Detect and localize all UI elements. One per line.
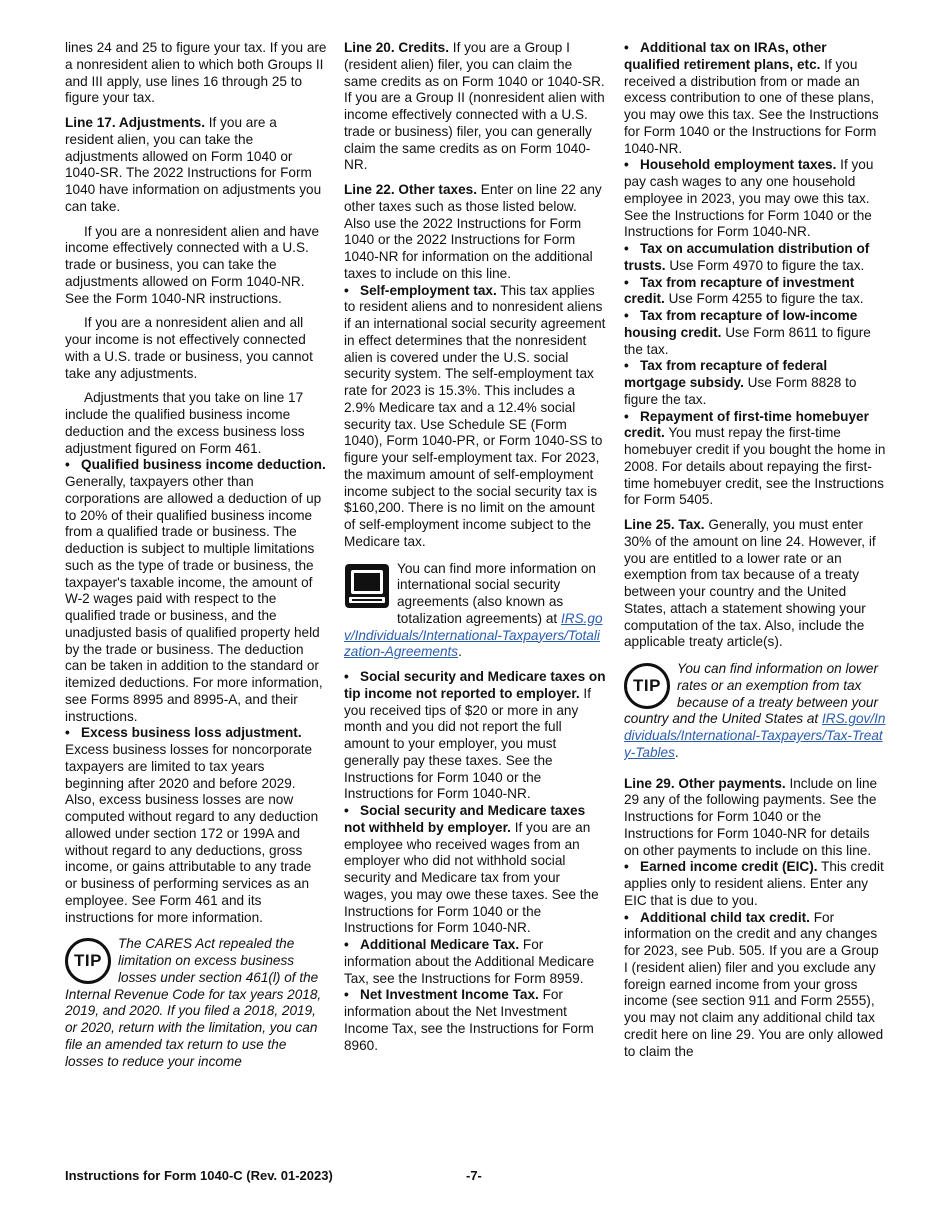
heading-line-17: Line 17. Adjustments.: [65, 115, 205, 130]
paragraph-line-22: [344, 182, 606, 283]
paragraph-line-17: [65, 115, 327, 216]
bullet-item: • Additional Medicare Tax. For information about the Additional Medicare Tax, see the Instructions for Form 8959.: [344, 937, 595, 986]
bullet-heading: Social security and Medicare taxes on tip income not reported to employer.: [344, 669, 606, 701]
bullet-heading: Additional child tax credit.: [640, 909, 810, 925]
text: If you are a Group I (resident alien) filer, you can claim the same credits as on Form 1040 or 1040-SR. If you are a Group II (nonresident alien with income effectively connected with a U.S. trade or business) filer, you can generally claim the same credits as on Form 1040-NR.: [344, 40, 605, 173]
page-number: -7-: [466, 1168, 482, 1183]
tip-text: You can find information on lower rates or an exemption from tax because of a treaty between your country and the United States at: [624, 661, 879, 727]
heading-line-22: Line 22. Other taxes.: [344, 182, 477, 197]
heading-line-25: Line 25. Tax.: [624, 517, 705, 532]
paragraph: If you are a nonresident alien and all your income is not effectively connected with a U.S. trade or business, you cannot take any adjustments.: [65, 315, 313, 381]
info-text: You can find more information on international social security agreements (also known as totalization agreements) at: [397, 560, 596, 626]
bullet-item: • Tax from recapture of low-income housing credit. Use Form 8611 to figure the tax.: [624, 308, 871, 357]
paragraph-line-29: [624, 776, 886, 860]
heading-line-20: Line 20. Credits.: [344, 40, 450, 55]
bullet-text: Use Form 8828 to figure the tax.: [624, 375, 857, 407]
bullet-item: • Tax on accumulation distribution of trusts. Use Form 4970 to figure the tax.: [624, 241, 870, 273]
text: Include on line 29 any of the following payments. See the Instructions for Form 1040 or the Instructions for Form 1040-NR for details on other payments to include on this line.: [624, 775, 878, 858]
bullet-heading: Excess business loss adjustment.: [81, 725, 302, 741]
footer-form-title: Instructions for Form 1040-C (Rev. 01-2023): [65, 1168, 333, 1183]
paragraph: lines 24 and 25 to figure your tax. If you are a nonresident alien to which both Groups II and III apply, use lines 16 through 25 to figure your tax.: [65, 40, 327, 106]
bullet-text: For information on the credit and any changes for 2023, see Pub. 505. If you are a Group I (resident alien) filer and you exclude any foreign earned income from your gross income (see section 911 and Form 2555), you may not claim any additional child tax credit here on line 29. You are only allowed to claim the: [624, 909, 884, 1059]
bullet-text: Use Form 4255 to figure the tax.: [664, 291, 864, 307]
bullet-text: For information about the Net Investment Income Tax, see the Instructions for Form 8960.: [344, 987, 594, 1053]
bullet-text: Generally, taxpayers other than corporations are allowed a deduction of up to 20% of their qualified business income from a qualified trade or business. The deduction is subject to multiple limitations such as the type of trade or business, the taxpayer's taxable income, the amount of W-2 wages paid with respect to the qualified trade or business, and the unadjusted basis of qualified property held by the trade or business. The deduction can be taken in addition to the standard or itemized deductions. For more information, see Forms 8995 and 8995-A, and their instructions.: [65, 474, 323, 724]
bullet-item: • Tax from recapture of federal mortgage subsidy. Use Form 8828 to figure the tax.: [624, 358, 857, 407]
text: Generally, you must enter 30% of the amount on line 24. However, if you are entitled to a lower rate or an exemption from tax because of a treaty between your country and the United States, attach a statement showing your computation of the tax. Also, include the applicable treaty article(s).: [624, 517, 876, 650]
bullet-text: You must repay the first-time homebuyer credit if you bought the home in 2008. For details about repaying the first-time homebuyer credit, see the Instructions for Form 5405.: [624, 425, 886, 508]
paragraph: If you are a nonresident alien and have income effectively connected with a U.S. trade or business, you can take the adjustments allowed on Form 1040-NR. See the Form 1040-NR instructions.: [65, 223, 320, 306]
text: If you are a resident alien, you can take the adjustments allowed on Form 1040 or 1040-SR. The 2022 Instructions for Form 1040 have information on adjustments you can take.: [65, 115, 322, 214]
bullet-text: If you are an employee who received wages from an employer who did not withhold social security and Medicare tax from your wages, you may owe these taxes. See the Instructions for Form 1040 or the Instructions for Form 1040-NR.: [344, 819, 599, 936]
bullet-heading: Tax on accumulation distribution of trusts.: [624, 241, 870, 273]
bullet-item: • Social security and Medicare taxes on tip income not reported to employer. If you received tips of $20 or more in any month and you did not report the full amount to your employer, you must generally pay these taxes. See the Instructions for Form 1040 or the Instructions for Form 1040-NR.: [344, 669, 606, 802]
link-totalization-agreements[interactable]: IRS.gov/Individuals/International-Taxpayers/Totalization-Agreements: [344, 610, 603, 660]
bullet-heading: Earned income credit (EIC).: [640, 859, 818, 875]
link-tax-treaty-tables[interactable]: IRS.gov/Individuals/International-Taxpayers/Tax-Treaty-Tables: [624, 711, 886, 760]
bullet-text: If you received tips of $20 or more in any month and you did not report the full amount to your employer, you must generally pay these taxes. See the Instructions for Form 1040 or the Instructions for Form 1040-NR.: [344, 685, 591, 802]
bullet-item: • Self-employment tax. This tax applies to resident aliens and to nonresident aliens if an international social security agreement in effect determines that the nonresident alien is covered under the U.S. social security system. The self-employment tax rate for 2023 is 15.3%. This includes a 2.9% Medicare tax and a 12.4% social security tax. Use Schedule SE (Form 1040), Form 1040-PR, or Form 1040-SS to figure your self-employment tax. For 2023, the maximum amount of self-employment income subject to the social security tax is $160,200. There is no limit on the amount of self-employment income subject to the Medicare tax.: [344, 282, 606, 549]
bullet-text: For information about the Additional Medicare Tax, see the Instructions for Form 8959.: [344, 937, 595, 986]
bullet-item: • Earned income credit (EIC). This credit applies only to resident aliens. Enter any EIC that is due to you.: [624, 859, 884, 908]
info-callout: You can find more information on international social security agreements (also known as totalization agreements) at IRS.gov/Individuals/International-Taxpayers/Totalization-Agreements.: [344, 560, 603, 660]
bullet-text: Use Form 4970 to figure the tax.: [665, 257, 865, 273]
bullet-heading: Tax from recapture of investment credit.: [624, 274, 855, 307]
bullet-heading: Repayment of first-time homebuyer credit.: [624, 408, 869, 441]
bullet-item: • Net Investment Income Tax. For information about the Net Investment Income Tax, see the Instructions for Form 8960.: [344, 987, 594, 1053]
bullet-item: • Excess business loss adjustment. Excess business losses for noncorporate taxpayers are limited to tax years beginning after 2020 and before 2029. Also, excess business losses are now computed without regard to any deduction allowed under section 172 or 199A and without regard to any deductions, gross income, or gains attributable to any trade or business of performing services as an employee. See Form 461 and its instructions for more information.: [65, 725, 319, 925]
bullet-item: • Tax from recapture of investment credit. Use Form 4255 to figure the tax.: [624, 274, 864, 307]
bullet-item: • Household employment taxes. If you pay cash wages to any one household employee in 2023, you may owe this tax. See the Instructions for Form 1040 or the Instructions for Form 1040-NR.: [624, 157, 874, 240]
bullet-item: • Repayment of first-time homebuyer credit. You must repay the first-time homebuyer credit if you bought the home in 2008. For details about repaying the first-time homebuyer credit, see the Instructions for Form 5405.: [624, 408, 886, 508]
tip-icon: TIP: [65, 938, 111, 984]
paragraph: Adjustments that you take on line 17 include the qualified business income deduction and the excess business loss adjustment figured on Form 461.: [65, 390, 305, 456]
bullet-heading: Additional Medicare Tax.: [360, 937, 520, 952]
bullet-item: • Additional tax on IRAs, other qualified retirement plans, etc. If you received a distribution from or made an excess contribution to one of these plans, you may owe this tax. See the Instructions for Form 1040 or the Instructions for Form 1040-NR.: [624, 40, 879, 156]
tip-text: The CARES Act repealed the limitation on excess business losses under section 461(l) of the Internal Revenue Code for tax years 2018, 2019, and 2020. If you filed a 2018, 2019, or 2020, return with the limitation, you can file an amended tax return to use the losses to reduce your income: [65, 936, 322, 1069]
paragraph-line-25: [624, 517, 886, 651]
bullet-heading: Self-employment tax.: [360, 282, 497, 298]
bullet-text: If you pay cash wages to any one household employee in 2023, you may owe this tax. See the Instructions for Form 1040 or the Instructions for Form 1040-NR.: [624, 157, 874, 240]
bullet-heading: Social security and Medicare taxes not withheld by employer.: [344, 803, 586, 835]
heading-line-29: Line 29. Other payments.: [624, 775, 786, 791]
bullet-item: • Qualified business income deduction. Generally, taxpayers other than corporations are allowed a deduction of up to 20% of their qualified business income from a qualified trade or business. The deduction is subject to multiple limitations such as the type of trade or business, the taxpayer's taxable income, the amount of W-2 wages paid with respect to the qualified trade or business, and the unadjusted basis of qualified property held by the trade or business. The deduction can be taken in addition to the standard or itemized deductions. For more information, see Forms 8995 and 8995-A, and their instructions.: [65, 457, 326, 724]
column-2: [344, 40, 606, 1054]
bullet-heading: Qualified business income deduction.: [81, 457, 326, 473]
bullet-text: This tax applies to resident aliens and to nonresident aliens if an international social security agreement in effect determines that the nonresident alien is covered under the U.S. social security system. The self-employment tax rate for 2023 is 15.3%. This includes a 2.9% Medicare tax and a 12.4% social security tax. Use Schedule SE (Form 1040), Form 1040-PR, or Form 1040-SS to figure your self-employment tax. For 2023, the maximum amount of self-employment income subject to the social security tax is $160,200. There is no limit on the amount of self-employment income subject to the Medicare tax.: [344, 282, 606, 549]
tip-callout: [65, 936, 327, 1070]
computer-icon: [344, 563, 390, 614]
bullet-heading: Additional tax on IRAs, other qualified retirement plans, etc.: [624, 40, 827, 72]
column-3: [624, 40, 886, 1060]
bullet-heading: Tax from recapture of federal mortgage subsidy.: [624, 358, 828, 390]
bullet-item: • Additional child tax credit. For information on the credit and any changes for 2023, see Pub. 505. If you are a Group I (resident alien) filer and you exclude any foreign earned income from your gross income (see section 911 and Form 2555), you may not claim any additional child tax credit here on line 29. You are only allowed to claim the: [624, 909, 884, 1059]
tip-icon: TIP: [624, 663, 670, 709]
bullet-text: Use Form 8611 to figure the tax.: [624, 324, 871, 357]
bullet-text: Excess business losses for noncorporate taxpayers are limited to tax years beginning after 2020 and before 2029. Also, excess business losses are now computed without regard to any deduction allowed under section 172 or 199A and without regard to any deductions, gross income, or gains attributable to any trade or business of performing services as an employee. See Form 461 and its instructions for more information.: [65, 742, 319, 925]
bullet-heading: Household employment taxes.: [640, 157, 837, 173]
tip-callout: TIP You can find information on lower rates or an exemption from tax because of a treaty between your country and the United States at IRS.gov/Individuals/International-Taxpayers/Tax-Treaty-Tables.: [624, 661, 886, 760]
paragraph-line-20: [344, 40, 606, 174]
column-1: [65, 40, 327, 1070]
text: Enter on line 22 any other taxes such as those listed below. Also use the 2022 Instructions for Form 1040 or the 2022 Instructions for Form 1040-NR for information on the additional taxes to include on this line.: [344, 182, 602, 281]
bullet-item: • Social security and Medicare taxes not withheld by employer. If you are an employee who received wages from an employer who did not withhold social security and Medicare tax from your wages, you may owe these taxes. See the Instructions for Form 1040 or the Instructions for Form 1040-NR.: [344, 803, 599, 936]
bullet-heading: Net Investment Income Tax.: [360, 987, 539, 1003]
bullet-text: If you received a distribution from or made an excess contribution to one of these plans, you may owe this tax. See the Instructions for Form 1040 or the Instructions for Form 1040-NR.: [624, 56, 879, 156]
bullet-text: This credit applies only to resident aliens. Enter any EIC that is due to you.: [624, 859, 884, 908]
bullet-heading: Tax from recapture of low-income housing credit.: [624, 308, 858, 340]
